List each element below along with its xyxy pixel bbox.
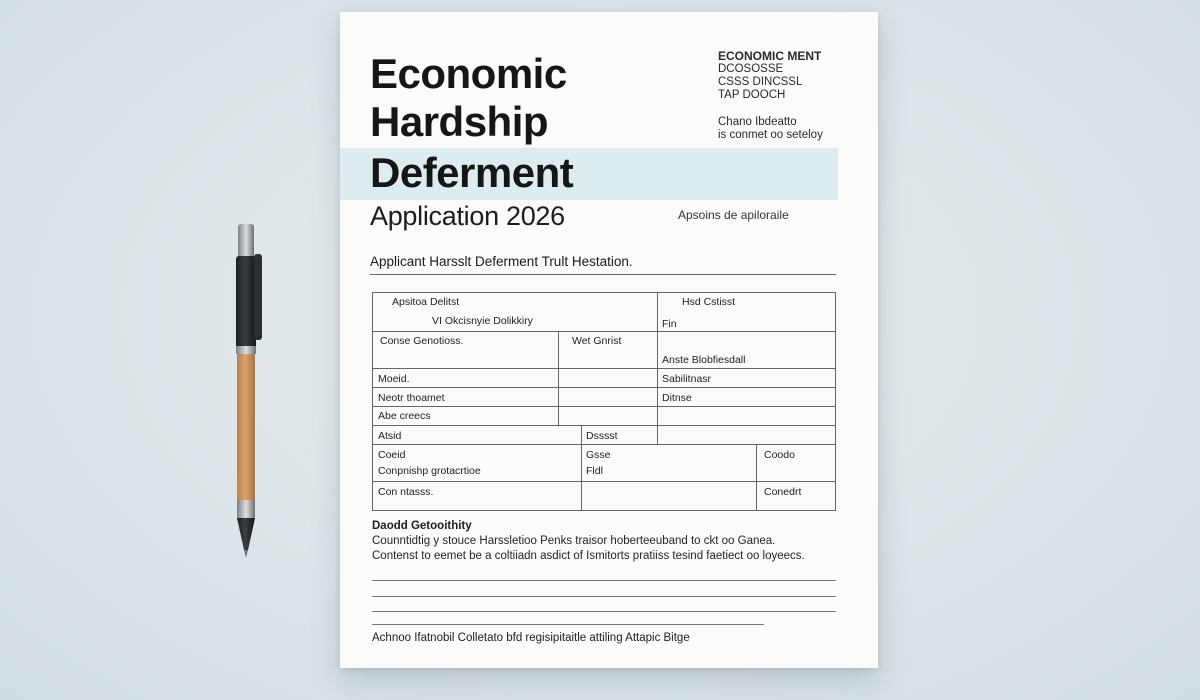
field-label: VI Okcisnyie Dolikkiry — [432, 315, 533, 327]
field-label: Conse Genotioss. — [380, 335, 464, 347]
title-line-1: Economic — [370, 50, 567, 97]
field-label: Conedrt — [764, 486, 802, 498]
signature-line[interactable] — [372, 596, 836, 597]
field-label: Abe creecs — [378, 410, 431, 422]
paragraph-line: Contenst to eemet be a coltiiadn asdict of Ismitorts pratiiss tesind faetiect oo loyeecs. — [372, 550, 805, 562]
field-label: Coodo — [764, 449, 795, 461]
signature-line[interactable] — [372, 611, 836, 612]
header-line: is conmet oo seteloy — [718, 129, 823, 141]
field-label: Conpnishp grotacrtioe — [378, 465, 481, 477]
form-cell[interactable] — [558, 387, 658, 407]
form-cell[interactable] — [558, 406, 658, 426]
section-heading: Applicant Harsslt Deferment Trult Hestation. — [370, 254, 836, 275]
field-label: Wet Gnrist — [572, 335, 622, 347]
header-line: DCOSOSSE — [718, 63, 784, 75]
header-line: TAP DOOCH — [718, 89, 786, 101]
field-label: Apsitoa Delitst — [392, 296, 460, 308]
form-cell[interactable] — [657, 425, 836, 445]
document-page — [340, 12, 878, 668]
field-label: Ditnse — [662, 392, 692, 404]
field-label: Fin — [662, 318, 677, 330]
header-line: CSSS DINCSSL — [718, 76, 803, 88]
pen-icon — [232, 224, 266, 558]
header-line: Chano Ibdeatto — [718, 116, 797, 128]
field-label: Hsd Cstisst — [682, 296, 736, 308]
header-line: ECONOMIC MENT — [718, 49, 822, 63]
paragraph-title: Daodd Getooithity — [372, 520, 472, 532]
paragraph-line: Counntidtig y stouce Harssletioo Penks traisor hoberteeuband to ckt oo Ganea. — [372, 535, 776, 547]
header-block — [718, 50, 823, 142]
field-label: Coeid — [378, 449, 406, 461]
footer-text: Achnoo Ifatnobil Colletato bfd regisipitaitle attiling Attapic Bitge — [372, 632, 690, 644]
field-label: Dsssst — [586, 430, 618, 442]
field-label: Gsse — [586, 449, 611, 461]
form-cell[interactable] — [558, 368, 658, 388]
field-label: Neotr thoamet — [378, 392, 445, 404]
field-label: Con ntasss. — [378, 486, 434, 498]
subtitle: Application 2026 — [370, 201, 565, 231]
field-label: Sabilitnasr — [662, 373, 712, 385]
field-label: Fldl — [586, 465, 603, 477]
form-cell[interactable] — [372, 425, 582, 445]
signature-line[interactable] — [372, 624, 764, 625]
form-cell[interactable] — [657, 406, 836, 426]
title-line-2: Hardship — [370, 98, 549, 145]
field-label: Atsid — [378, 430, 402, 442]
signature-line[interactable] — [372, 580, 836, 581]
form-cell[interactable] — [581, 481, 757, 511]
subtitle-note: Apsoins de apiloraile — [678, 208, 789, 222]
field-label: Moeid. — [378, 373, 410, 385]
field-label: Anste Blobfiesdall — [662, 354, 746, 366]
title-line-3: Deferment — [370, 149, 574, 196]
